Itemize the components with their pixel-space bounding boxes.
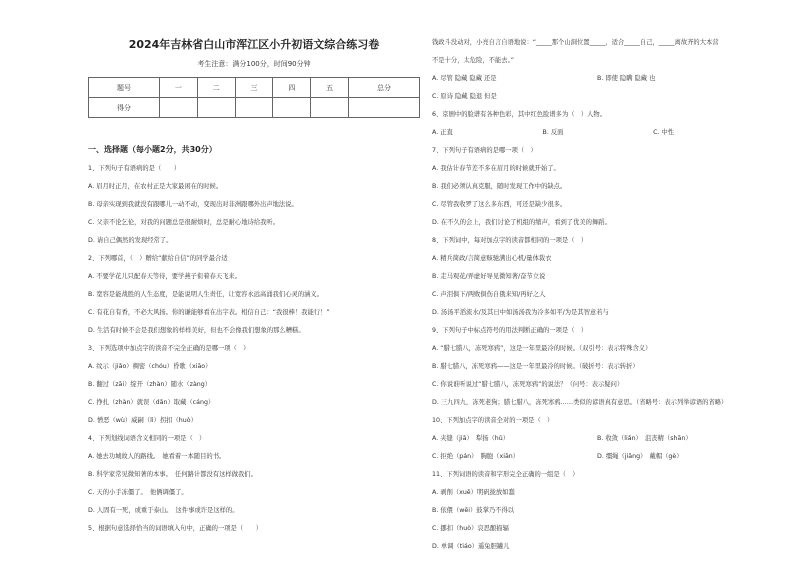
exam-title: 2024年吉林省白山市浑江区小升初语文综合练习卷 <box>128 38 380 51</box>
question-line: 钱政斗没动对，小亮自言自语地说：“_____那个山洞位置_____，适合_____自己，_____离故齐的大本营 <box>432 39 719 46</box>
option-line: C. 尽管我收罗了这么多东西，可还是缺少很多。 <box>432 201 567 208</box>
score-cell[interactable] <box>273 98 311 118</box>
option-item: D. 缰绳（jiāng） 戴帽（gè） <box>597 453 683 460</box>
option-line: C. 挪扣（huò）哀思酿描辐 <box>432 525 509 532</box>
option-line: A. 我估计春节差不多在眉月的时候就开始了。 <box>432 165 560 172</box>
option-line: C. 天的小手冻僵了。 他俩调僵了。 <box>88 489 188 496</box>
question-line: 4、下列划线词语含义相同的一项是（ ） <box>88 435 206 442</box>
option-line: D. 生活有时候不会是我们想象的样样美好，但也不会像我们想象的那么糟糕。 <box>88 327 305 334</box>
option-row <box>432 452 762 461</box>
option-line: B. 母亲实现到我就没有跟哪儿一动不动，变现出对非洲跟哪外出声地法说。 <box>88 201 298 208</box>
score-table-header-row <box>89 78 420 98</box>
right-column <box>432 38 762 551</box>
option-line: B. 我们必须认真克服，随时发现工作中的缺点。 <box>432 183 567 190</box>
section-heading: 一、选择题（每小题2分，共30分） <box>88 145 217 154</box>
question-line: 5、根据句意选择恰当的词语填入句中，正确的一项是（ ） <box>88 525 263 532</box>
option-line: D. 汤汤平滔流水/及其日中如汤汤我为冷多如平/为是其智意若与 <box>432 309 609 316</box>
question-line: 11、下列词语的读音和字形完全正确的一组是（ ） <box>432 471 579 478</box>
option-item: B. 反面 <box>542 129 564 136</box>
score-header-cell: 五 <box>311 78 349 98</box>
option-item: C. 拒绝（pán） 胸胞（xiān） <box>432 453 520 460</box>
option-line: A. 她去功城故人的路线。 她看着一本随目的书。 <box>88 453 226 460</box>
option-line: B. 依偎（wēi）鼓掌乃不得以 <box>432 507 515 514</box>
question-line: 2、下列哪首，（ ）赠给“献给自信”的同学最合适 <box>88 255 228 262</box>
option-line: D. 三九四九，冻死老狗；腊七腊八，冻死寒鸦……类似的谚语真有意思。（省略号：表示列举谚语的省略） <box>432 399 728 406</box>
option-line: C. 声泪俱下/两败俱伤自俄来知/再好之人 <box>432 291 546 298</box>
option-line: B. 翻过（zāi）绽开（zhàn）随水（zàng） <box>88 381 212 388</box>
option-line: C. 你说谁听说过“腊七腊八，冻死寒鸦”的说法？（问号：表示疑问） <box>432 381 624 388</box>
option-item: C. 中性 <box>653 129 675 136</box>
option-line: D. 在不久的会上，我们讨论了机组的缩声，看到了优美的舞蹈。 <box>432 219 611 226</box>
score-table-score-row <box>89 98 420 118</box>
score-header-cell: 三 <box>235 78 273 98</box>
score-cell[interactable] <box>349 98 420 118</box>
option-line: D. 单调（tiáo）遥兔胆罐儿 <box>432 543 510 550</box>
question-line: 不是十分，太危险，不能去。” <box>432 57 514 64</box>
option-line: A. 精兵简政/言简意赅驰满出心机/量体裁衣 <box>432 255 552 262</box>
option-item: B. 收敛（liǎn） 沮丧精（shān） <box>597 435 692 442</box>
question-line: 6、京剧中的脸谱有各种色彩，其中红色脸谱多为（ ）人物。 <box>432 111 607 118</box>
question-line: 7、下列句子有语病的是哪一项（ ） <box>432 147 537 154</box>
score-cell[interactable] <box>311 98 349 118</box>
option-line: A. 不要学花儿只配春天等待，要学燕子衔着春天飞来。 <box>88 273 242 280</box>
question-line: 1、下列句子有语病的是（ ） <box>88 165 181 172</box>
option-line: A. 剥削（xuē）明矾拢放如蠢 <box>432 489 515 496</box>
score-row-label: 得分 <box>89 98 160 118</box>
option-row <box>432 434 762 443</box>
question-line: 8、下列词中，每对加点字的读音都相同的一项是（ ） <box>432 237 588 244</box>
score-header-cell: 题号 <box>89 78 160 98</box>
option-line: C. 挣扎（zhàn）就误（dǎn）取藏（cáng） <box>88 399 215 406</box>
score-header-cell: 总分 <box>349 78 420 98</box>
option-item: A. 正直 <box>432 129 453 136</box>
option-line: C. 父亲不论乞伦，对我的问题总是很耐烦时，总是耐心地诗给我听。 <box>88 219 280 226</box>
option-line: B. 走马观花/弄虚好导见微知著/奋节立说 <box>432 273 546 280</box>
option-line: A. 眉月时正月，在农村正是大家最闲在的时候。 <box>88 183 223 190</box>
option-line: D. 憎恶（wù）威嗣（lì）拐扣（huò） <box>88 417 197 424</box>
option-line: D. 请自己偶然的发现经常了。 <box>88 237 173 244</box>
option-row <box>432 128 762 137</box>
question-line: 9、下列句子中标点符号的用法判断正确的一项是（ ） <box>432 327 588 334</box>
score-cell[interactable] <box>159 98 197 118</box>
option-row <box>432 74 762 83</box>
score-cell[interactable] <box>235 98 273 118</box>
option-item: A. 夹缝（jiā） 犁扬（hǔ） <box>432 435 510 442</box>
option-item: A. 尽管 隐藏 隐藏 还是 <box>432 75 497 82</box>
option-line: B. 科学家常见微知著的本事。 任何路计都没有这样做我们。 <box>88 471 257 478</box>
option-line: A. 纹示（jiǎo）稠密（chóu）昏歌（xiāo） <box>88 363 212 370</box>
score-header-cell: 一 <box>159 78 197 98</box>
option-line: C. 有花自有香，不必大风扬。你的谦能够看在出字表。相信自己：“我很棒！我能行！” <box>88 309 330 316</box>
option-line: D. 人固有一死，或重于泰山。 这件事或许是这样的。 <box>88 507 239 514</box>
exam-notice: 考生注意：满分100分，时间90分钟 <box>197 60 311 68</box>
option-line: C. 原诗 隐藏 隐退 但是 <box>432 93 497 100</box>
option-line: B. 宽容是能战胜的人生态度，是能说明人生责任，让宽容永远高涌我们心灵的涵义。 <box>88 291 324 298</box>
option-line: A. “腊七腊八，冻死寒鸦”，这是一年里最冷的时候。（双引号：表示特殊含义） <box>432 345 652 352</box>
score-header-cell: 二 <box>197 78 235 98</box>
option-line: B. 腊七腊八，冻死寒鸦——这是一年里最冷的时候。（破折号：表示转折） <box>432 363 639 370</box>
question-line: 10、下列加点字的读音全对的一项是（ ） <box>432 417 554 424</box>
option-item: B. 即使 隐瞒 隐藏 也 <box>597 75 656 82</box>
left-column <box>88 38 420 533</box>
question-line: 3、下列选项中加点字的读音不完全正确的是哪一项（ ） <box>88 345 250 352</box>
score-cell[interactable] <box>197 98 235 118</box>
score-header-cell: 四 <box>273 78 311 98</box>
score-table <box>88 77 420 118</box>
